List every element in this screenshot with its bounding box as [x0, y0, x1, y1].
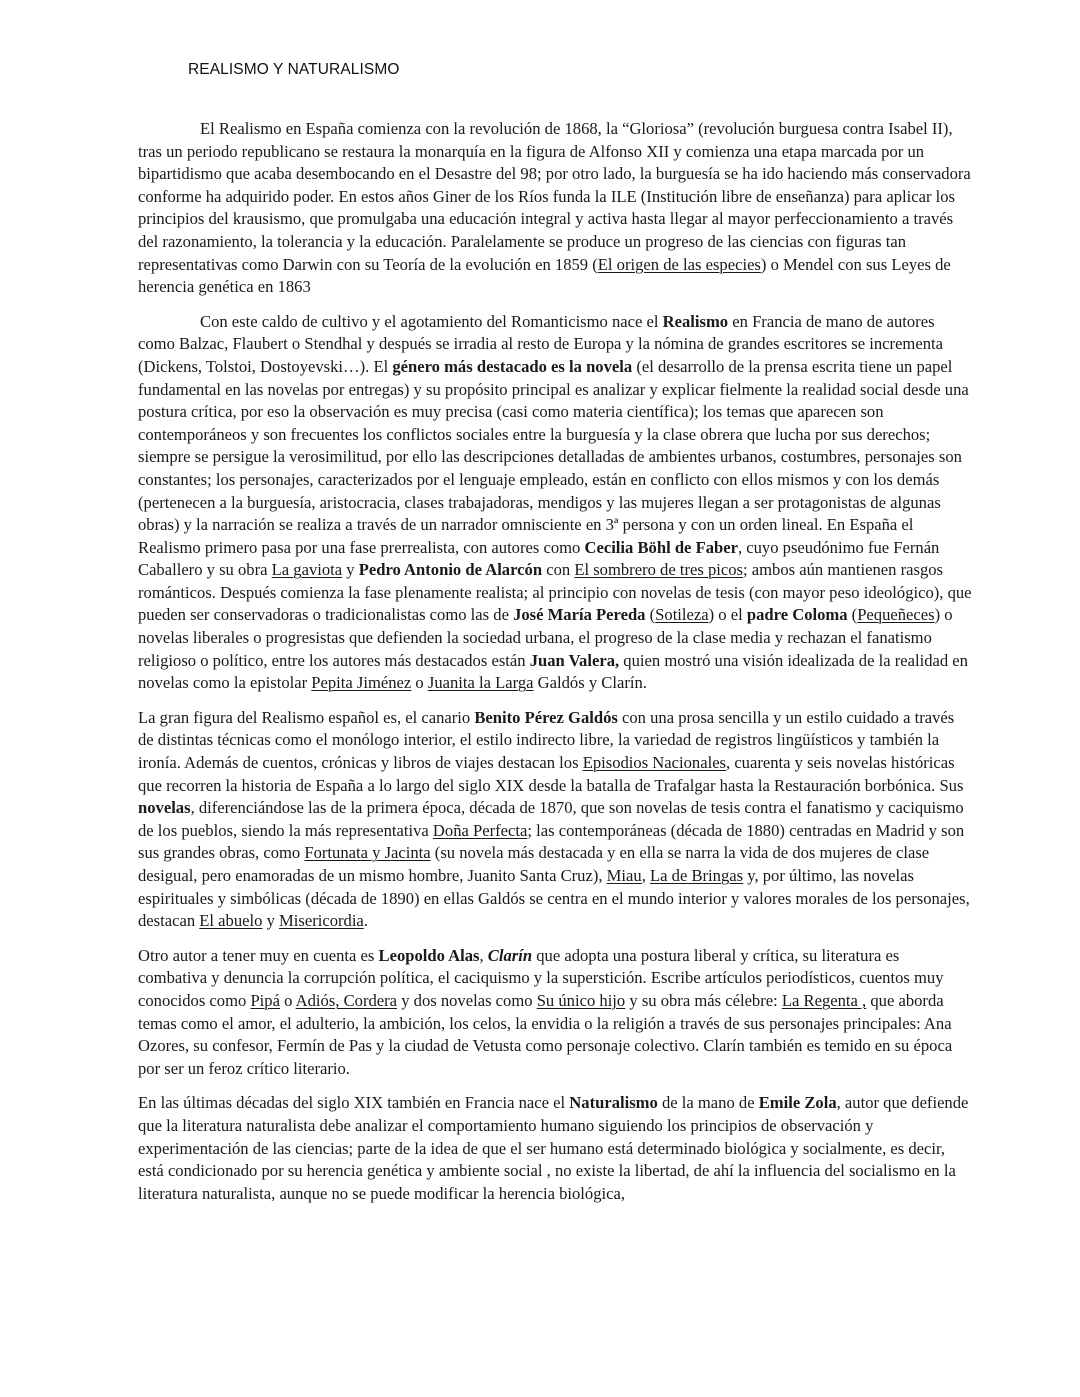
bold-term: José María Pereda	[513, 605, 646, 625]
text-run: y	[342, 560, 359, 580]
document-title: REALISMO Y NATURALISMO	[188, 61, 400, 78]
text-run: Otro autor a tener muy en cuenta es	[138, 945, 379, 965]
text-run: ; las contemporáneas (década de 1880) centradas en Madrid y son sus grandes obras, como	[138, 820, 965, 863]
text-run: Galdós y Clarín.	[533, 673, 647, 693]
work-title: Pipá	[250, 990, 280, 1010]
bold-term: Cecilia Böhl de Faber	[584, 537, 738, 557]
text-run: Con este caldo de cultivo y el agotamiento del Romanticismo nace el	[200, 311, 663, 331]
text-run: con	[542, 560, 575, 580]
bold-term: Naturalismo	[569, 1093, 658, 1113]
work-title: El abuelo	[199, 911, 263, 931]
text-run: que aborda temas como el amor, el adulterio, la ambición, los celos, la envidia o la religión a través de sus personajes principales: Ana Ozores, su confesor, Fermín de Pas y la ciudad de Vetusta como personaje colectivo. Clarín también es temido en su época por ser un feroz crítico literario.	[138, 990, 953, 1078]
text-run: y, por último, las novelas espirituales y simbólicas (década de 1890) en ellas Galdós se centra en el mundo interior y valores morales de los personajes, destacan	[138, 866, 970, 931]
bold-term: padre Coloma	[746, 605, 848, 625]
work-title: Misericordia	[279, 911, 364, 931]
text-run: ) o Mendel con sus Leyes de herencia genética en 1863	[138, 254, 951, 297]
paragraph	[138, 118, 972, 299]
text-run: ,	[641, 866, 650, 885]
work-title: La gaviota	[271, 560, 343, 580]
text-run: de la mano de	[657, 1093, 759, 1113]
text-run: .	[363, 911, 368, 931]
work-title: Adiós, Cordera	[295, 990, 398, 1010]
text-run: que adopta una postura liberal y crítica, su literatura es combativa y denuncia la corrupción política, el caciquismo y la superstición. Escribe artículos periodísticos, cuentos muy conocidos como	[138, 945, 944, 1010]
work-title: El sombrero de tres picos	[574, 560, 743, 580]
bold-term: Juan Valera,	[529, 650, 620, 670]
text-run: ) o novelas liberales o progresistas que defienden la sociedad urbana, el progreso de la clase media y rechazan el fanatismo religioso o político, entre los autores más destacados están	[138, 605, 953, 670]
text-run: (el desarrollo de la prensa escrita tiene un papel fundamental en las novelas por entregas) y su propósito principal es analizar y explicar fielmente la realidad social desde una postura crítica, por eso la observación es muy precisa (casi como materia científica); los temas que aparecen son contemporáneos y son frecuentes los conflictos sociales entre la burguesía y la clase obrera que lucha por sus derechos; siempre se persigue la verosimilitud, por ello las descripciones detalladas de ambientes urbanos, costumbres, personajes son constantes; los personajes, caracterizados por el lenguaje empleado, están en conflicto con ellos mismos y con los demás (pertenecen a la burguesía, aristocracia, clases trabajadoras, mendigos y las mujeres llegan a ser protagonistas de algunas obras) y la narración se realiza a través de un narrador omnisciente en 3ª persona y con un orden lineal. En España el Realismo primero pasa por una fase prerrealista, con autores como	[138, 356, 969, 557]
text-run: o	[279, 990, 296, 1010]
text-run: (	[847, 605, 858, 625]
bold-term: género más destacado es la novela	[392, 356, 633, 376]
text-run: , cuyo pseudónimo fue Fernán Caballero y su obra	[138, 537, 940, 580]
work-title: Pepita Jiménez	[311, 673, 412, 693]
text-run: , cuarenta y seis novelas históricas que recorren la historia de España a lo largo del siglo XIX desde la batalla de Trafalgar hasta la Restauración borbónica. Sus	[138, 753, 964, 795]
work-title: La de Bringas	[650, 866, 744, 885]
text-run: La gran figura del Realismo español es, el canario	[138, 707, 475, 727]
document-body	[138, 118, 972, 1217]
bold-term: novelas	[138, 798, 191, 818]
work-title: Su único hijo	[536, 990, 626, 1010]
text-run: en Francia de mano de autores como Balzac, Flaubert o Stendhal y después se irradia al resto de Europa y la nómina de grandes escritores se incrementa (Dickens, Tolstoi, Dostoyevski…). El	[138, 311, 943, 376]
text-run: ) o el	[708, 605, 747, 625]
work-title: Miau	[606, 866, 642, 885]
text-run: y dos novelas como	[397, 990, 537, 1010]
bold-term: Leopoldo Alas	[378, 945, 480, 965]
text-run: ,	[479, 945, 488, 965]
text-run: En las últimas décadas del siglo XIX también en Francia nace el	[138, 1093, 570, 1113]
paragraph	[138, 945, 972, 1081]
work-title: Pequeñeces	[857, 605, 935, 625]
work-title: Sotileza	[655, 605, 709, 625]
bold-term: Realismo	[662, 311, 729, 331]
paragraph	[138, 311, 972, 695]
text-run: o	[411, 673, 428, 693]
text-run: (	[645, 605, 656, 625]
work-title: Fortunata y Jacinta	[304, 843, 431, 863]
work-title: Doña Perfecta	[432, 820, 528, 840]
bold-term: Pedro Antonio de Alarcón	[358, 560, 543, 580]
bold-term: Benito Pérez Galdós	[474, 707, 618, 727]
paragraph	[138, 1092, 972, 1205]
text-run: El Realismo en España comienza con la revolución de 1868, la “Gloriosa” (revolución burguesa contra Isabel II), tras un periodo republicano se restaura la monarquía en la figura de Alfonso XII y comienza una etapa marcada por un bipartidismo que acaba desembocando en el Desastre del 98; por otro lado, la burguesía se ha ido haciendo más conservadora conforme ha adquirido poder. En estos años Giner de los Ríos funda la ILE (Institución libre de enseñanza) para aplicar los principios del krausismo, que promulgaba una educación integral y activa hasta llegar al mayor perfeccionamiento a través del razonamiento, la tolerancia y la educación. Paralelamente se produce un progreso de las ciencias con figuras tan representativas como Darwin con su Teoría de la evolución en 1859 (	[138, 119, 971, 274]
work-title: Episodios Nacionales	[582, 753, 727, 773]
text-run: quien mostró una visión idealizada de la realidad en novelas como la epistolar	[138, 650, 968, 693]
bold-term: Emile Zola	[758, 1093, 837, 1113]
text-run: ; ambos aún mantienen rasgos románticos. Después comienza la fase plenamente realista; al principio con novelas de tesis (con mayor peso ideológico), que pueden ser conservadoras o tradicionalistas como las de	[138, 560, 972, 625]
text-run: y	[262, 911, 280, 931]
text-run: , diferenciándose las de la primera época, década de 1870, que son novelas de tesis contra el fanatismo y caciquismo de los pueblos, siendo la más representativa	[138, 798, 964, 840]
text-run: (su novela más destacada y en ella se narra la vida de dos mujeres de clase desigual, pero enamoradas de un mismo hombre, Juanito Santa Cruz),	[138, 843, 930, 885]
text-run: con una prosa sencilla y un estilo cuidado a través de distintas técnicas como el monólogo interior, el estilo indirecto libre, la variedad de registros lingüísticos y también la ironía. Además de cuentos, crónicas y libros de viajes destacan los	[138, 707, 955, 773]
text-run: y su obra más célebre:	[625, 990, 782, 1010]
paragraph	[138, 707, 972, 933]
work-title: Juanita la Larga	[427, 673, 534, 693]
work-title: La Regenta ,	[781, 990, 867, 1010]
bold-italic-term: Clarín	[487, 945, 533, 965]
work-title: El origen de las especies	[597, 254, 761, 274]
text-run: , autor que defiende que la literatura naturalista debe analizar el comportamiento humano siguiendo los principios de observación y experimentación de las ciencias; parte de la idea de que el ser humano está determinado biológica y socialmente, es decir, está condicionado por su herencia genética y ambiente social , no existe la libertad, de ahí la influencia del socialismo en la literatura naturalista, aunque no se puede modificar la herencia biológica,	[138, 1093, 969, 1203]
